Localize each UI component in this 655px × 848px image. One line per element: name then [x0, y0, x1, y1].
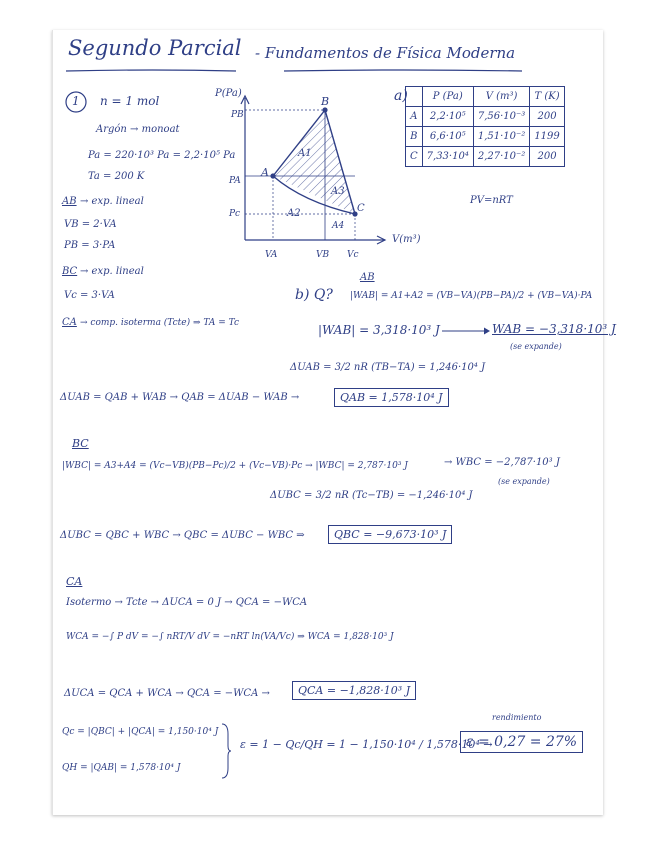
table-row — [406, 147, 565, 167]
du-bc: ΔUBC = 3/2 nR (Tc−TB) = −1,246·10⁴ J — [270, 490, 473, 501]
bc-desc: → exp. lineal — [80, 266, 144, 277]
ca-desc: → comp. isoterma (Tcte) ⇒ TA = Tc — [80, 318, 239, 328]
pb-text: PB = 3·PA — [64, 240, 116, 251]
ab-label: AB — [62, 196, 77, 207]
du-ab: ΔUAB = 3/2 nR (TB−TA) = 1,246·10⁴ J — [290, 362, 486, 373]
table-cell: 1199 — [530, 127, 564, 147]
arrow-icon — [440, 326, 490, 336]
table-cell: A — [406, 107, 423, 127]
problem-number: 1 — [72, 94, 80, 108]
title-underline — [64, 68, 544, 74]
efficiency-label: rendimiento — [492, 713, 542, 722]
table-row — [406, 127, 565, 147]
bc-label: BC — [62, 266, 78, 277]
area-a4: A4 — [332, 221, 345, 231]
point-a-label: A — [261, 166, 269, 179]
point-a-dot — [270, 173, 275, 178]
table-header-cell — [406, 87, 423, 107]
page-title: Segundo Parcial — [68, 36, 242, 60]
area-a3: A3 — [331, 186, 345, 197]
qbc-result: QBC = −9,673·10³ J — [328, 525, 452, 544]
page-subtitle: - Fundamentos de Física Moderna — [255, 44, 516, 62]
gas-text: Argón → monoat — [96, 124, 180, 135]
ca-label: CA — [62, 317, 77, 328]
efficiency-formula: ε = 1 − Qc/QH = 1 − 1,150·10⁴ / 1,578·10⁴ → — [240, 738, 493, 751]
table-header-row — [406, 87, 565, 107]
wca-formula: WCA = −∫ P dV = −∫ nRT/V dV = −nRT ln(VA/Vc) ⇒ WCA = 1,828·10³ J — [66, 632, 394, 642]
wab-signed: WAB = −3,318·10³ J — [492, 322, 616, 336]
brace-icon — [220, 722, 232, 780]
efficiency-result: ε = 0,27 = 27% — [460, 731, 583, 753]
table-cell: 7,33·10⁴ — [422, 147, 473, 167]
vb-text: VB = 2·VA — [64, 219, 117, 230]
qc-text: Qc = |QBC| + |QCA| = 1,150·10⁴ J — [62, 727, 219, 737]
first-law-bc: ΔUBC = QBC + WBC → QBC = ΔUBC − WBC ⇒ — [60, 530, 305, 541]
wbc-signed: → WBC = −2,787·10³ J — [444, 457, 560, 468]
area-a1: A1 — [298, 148, 312, 159]
state-equation: PV=nRT — [470, 195, 513, 206]
qab-result: QAB = 1,578·10⁴ J — [334, 388, 449, 407]
pc-tick: Pc — [229, 209, 241, 219]
first-law-ab: ΔUAB = QAB + WAB → QAB = ΔUAB − WAB → — [60, 392, 300, 403]
pb-tick: PB — [231, 110, 244, 120]
part-b-ab-label: AB — [360, 272, 375, 283]
vc-text: Vc = 3·VA — [64, 290, 115, 301]
x-axis-label: V(m³) — [392, 234, 421, 245]
wab-note: (se expande) — [510, 342, 562, 351]
table-cell: 2,27·10⁻² — [473, 147, 529, 167]
ca-isotherm: Isotermo → Tcte → ΔUCA = 0 J → QCA = −WCA — [66, 597, 308, 608]
part-a-label: a) — [394, 88, 408, 104]
table-cell: 7,56·10⁻³ — [473, 107, 529, 127]
ta-text: Ta = 200 K — [88, 171, 145, 182]
pa-text: Pa = 220·10³ Pa = 2,2·10⁵ Pa — [88, 150, 236, 161]
qca-result: QCA = −1,828·10³ J — [292, 681, 416, 700]
area-a2: A2 — [287, 208, 301, 219]
bc-section-label: BC — [72, 437, 89, 450]
point-b-label: B — [321, 95, 330, 108]
table-row — [406, 107, 565, 127]
ca-section-label: CA — [66, 575, 83, 588]
table-cell: B — [406, 127, 423, 147]
table-header-cell: V (m³) — [473, 87, 529, 107]
va-tick: VA — [265, 250, 278, 260]
table-cell: 200 — [530, 107, 564, 127]
table-cell: 2,2·10⁵ — [422, 107, 473, 127]
point-b-dot — [322, 107, 327, 112]
table-cell: C — [406, 147, 423, 167]
state-table — [405, 86, 565, 167]
cycle-area — [273, 110, 355, 214]
table-cell: 6,6·10⁵ — [422, 127, 473, 147]
table-cell: 200 — [530, 147, 564, 167]
y-axis-label: P(Pa) — [215, 88, 242, 99]
point-c-label: C — [357, 203, 365, 214]
wab-value: |WAB| = 3,318·10³ J — [318, 323, 440, 337]
table-header-cell: P (Pa) — [422, 87, 473, 107]
moles-text: n = 1 mol — [100, 94, 160, 108]
part-b-label: b) Q? — [295, 287, 333, 303]
first-law-ca: ΔUCA = QCA + WCA → QCA = −WCA → — [64, 688, 270, 699]
ab-desc: → exp. lineal — [80, 196, 144, 207]
qh-text: QH = |QAB| = 1,578·10⁴ J — [62, 763, 181, 773]
pa-tick: PA — [229, 176, 241, 186]
wab-formula: |WAB| = A1+A2 = (VB−VA)(PB−PA)/2 + (VB−VA)·PA — [350, 291, 593, 301]
vc-tick: Vc — [347, 250, 359, 260]
table-cell: 1,51·10⁻² — [473, 127, 529, 147]
wbc-note: (se expande) — [498, 477, 550, 486]
wbc-formula: |WBC| = A3+A4 = (Vc−VB)(PB−Pc)/2 + (Vc−VB)·Pc → |WBC| = 2,787·10³ J — [62, 461, 408, 471]
vb-tick: VB — [316, 250, 330, 260]
table-header-cell: T (K) — [530, 87, 564, 107]
